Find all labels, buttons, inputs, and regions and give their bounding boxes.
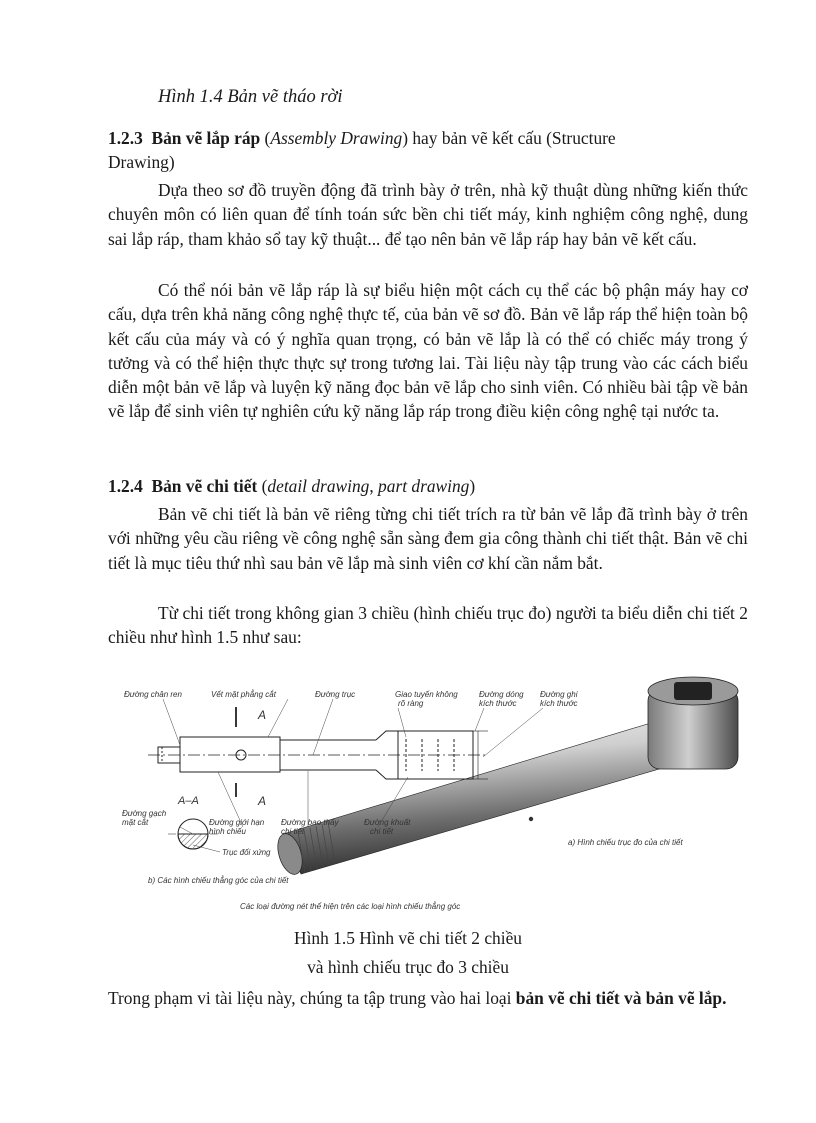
- label-section-aa: A–A: [178, 795, 199, 807]
- section-title: Bản vẽ lắp ráp: [151, 128, 261, 148]
- paragraph-4: Từ chi tiết trong không gian 3 chiều (hình chiếu trục đo) người ta biểu diễn chi tiết 2 chiều như hình 1.5 như sau:: [108, 603, 748, 648]
- label-duong-gioi-han: Đường giới hạn: [209, 818, 265, 827]
- section-title: Bản vẽ chi tiết: [151, 476, 258, 496]
- label-duong-dong-2: kích thước: [479, 699, 517, 708]
- paragraph-1: Dựa theo sơ đồ truyền động đã trình bày ở trên, nhà kỹ thuật dùng những kiến thức chuyên môn có liên quan để tính toán sức bền chi tiết máy, kinh nghiệm công nghệ, dung sai lắp ráp, tham khảo sổ tay kỹ thuật... để tạo nên bản vẽ lắp ráp hay bản vẽ kết cấu.: [108, 180, 748, 249]
- closing-text: Trong phạm vi tài liệu này, chúng ta tập trung vào hai loại: [108, 988, 516, 1008]
- label-duong-khuat: Đường khuất: [364, 818, 411, 827]
- section-title-rest-2: Drawing): [108, 152, 175, 173]
- figure-1-5-drawing: [108, 667, 763, 915]
- section-title-en-2: part drawing: [378, 476, 470, 496]
- figure-1-5-caption-line-1: Hình 1.5 Hình vẽ chi tiết 2 chiều: [294, 928, 522, 948]
- figure-1-5: [108, 667, 763, 915]
- label-subfigure-b: b) Các hình chiếu thẳng góc của chi tiết: [148, 876, 289, 885]
- paragraph-3: Bản vẽ chi tiết là bản vẽ riêng từng chi tiết trích ra từ bản vẽ lắp đã trình bày ở trên với những yêu cầu riêng về công nghệ sẵn sàng đem gia công thành chi tiết thật. Bản vẽ chi tiết là mục tiêu thứ nhì sau bản vẽ lắp mà sinh viên cơ khí cần nắm bắt.: [108, 504, 748, 573]
- label-truc-doi-xung: Trục đối xứng: [222, 848, 271, 857]
- label-duong-dong: Đường dóng: [479, 690, 524, 699]
- label-giao-tuyen: Giao tuyến không: [395, 690, 458, 699]
- label-duong-ghi-2: kích thước: [540, 699, 578, 708]
- label-vet-mat-phang-cat: Vết mặt phẳng cắt: [211, 690, 276, 699]
- label-subfigure-a: a) Hình chiếu trục đo của chi tiết: [568, 838, 683, 847]
- label-duong-gach-2: mặt cắt: [122, 818, 149, 827]
- section-number: 1.2.4: [108, 476, 143, 496]
- section-1-2-3-heading: 1.2.3 Bản vẽ lắp ráp (Assembly Drawing) hay bản vẽ kết cấu (Structure Drawing): [108, 128, 616, 173]
- closing-bold: bản vẽ chi tiết và bản vẽ lắp.: [515, 988, 727, 1008]
- section-title-rest: hay bản vẽ kết cấu (Structure: [408, 128, 616, 148]
- figure-1-4-caption: Hình 1.4 Bản vẽ tháo rời: [158, 87, 343, 107]
- label-duong-khuat-2: chi tiết: [370, 827, 394, 836]
- section-1-2-4-heading: 1.2.4 Bản vẽ chi tiết (detail drawing, part drawing): [108, 476, 476, 496]
- section-title-en: Assembly Drawing: [270, 128, 403, 148]
- label-duong-bao-thay: Đường bao thấy: [281, 818, 339, 827]
- closing-paragraph: [108, 986, 748, 1010]
- section-number: 1.2.3: [108, 128, 143, 148]
- label-duong-gach: Đường gạch: [122, 809, 167, 818]
- section-title-en-1: detail drawing: [267, 476, 370, 496]
- label-duong-chan-ren: Đường chân ren: [124, 690, 182, 699]
- label-giao-tuyen-2: rõ ràng: [398, 699, 424, 708]
- label-figure-bottom: Các loại đường nét thể hiện trên các loại hình chiếu thẳng góc: [240, 902, 461, 911]
- paragraph-2: Có thể nói bản vẽ lắp ráp là sự biểu hiện một cách cụ thể các bộ phận máy hay cơ cấu, dựa trên khả năng công nghệ thực tế, của bản vẽ sơ đồ. Bản vẽ lắp ráp thể hiện toàn bộ kết cấu của máy và có ý nghĩa quan trọng, có bản vẽ lắp là có thể có chiếc máy trong ý tưởng và có thể hiện thực thực sự trong tương lai. Tài liệu này tập trung vào các cách biểu diễn một bản vẽ lắp và luyện kỹ năng đọc bản vẽ lắp cho sinh viên. Có nhiều bài tập về bản vẽ lắp để sinh viên tự nghiên cứu kỹ năng lắp ráp trong điều kiện công nghệ tại nước ta.: [108, 280, 748, 422]
- label-duong-ghi: Đường ghi: [540, 690, 578, 699]
- label-duong-gioi-han-2: hình chiếu: [209, 827, 246, 836]
- figure-1-5-caption-line-2: và hình chiếu trục đo 3 chiều: [307, 957, 509, 977]
- label-section-a-top: A: [258, 708, 267, 722]
- label-duong-truc: Đường trục: [315, 690, 356, 699]
- label-duong-bao-thay-2: chi tiết: [281, 827, 305, 836]
- label-section-a-bottom: A: [258, 794, 267, 808]
